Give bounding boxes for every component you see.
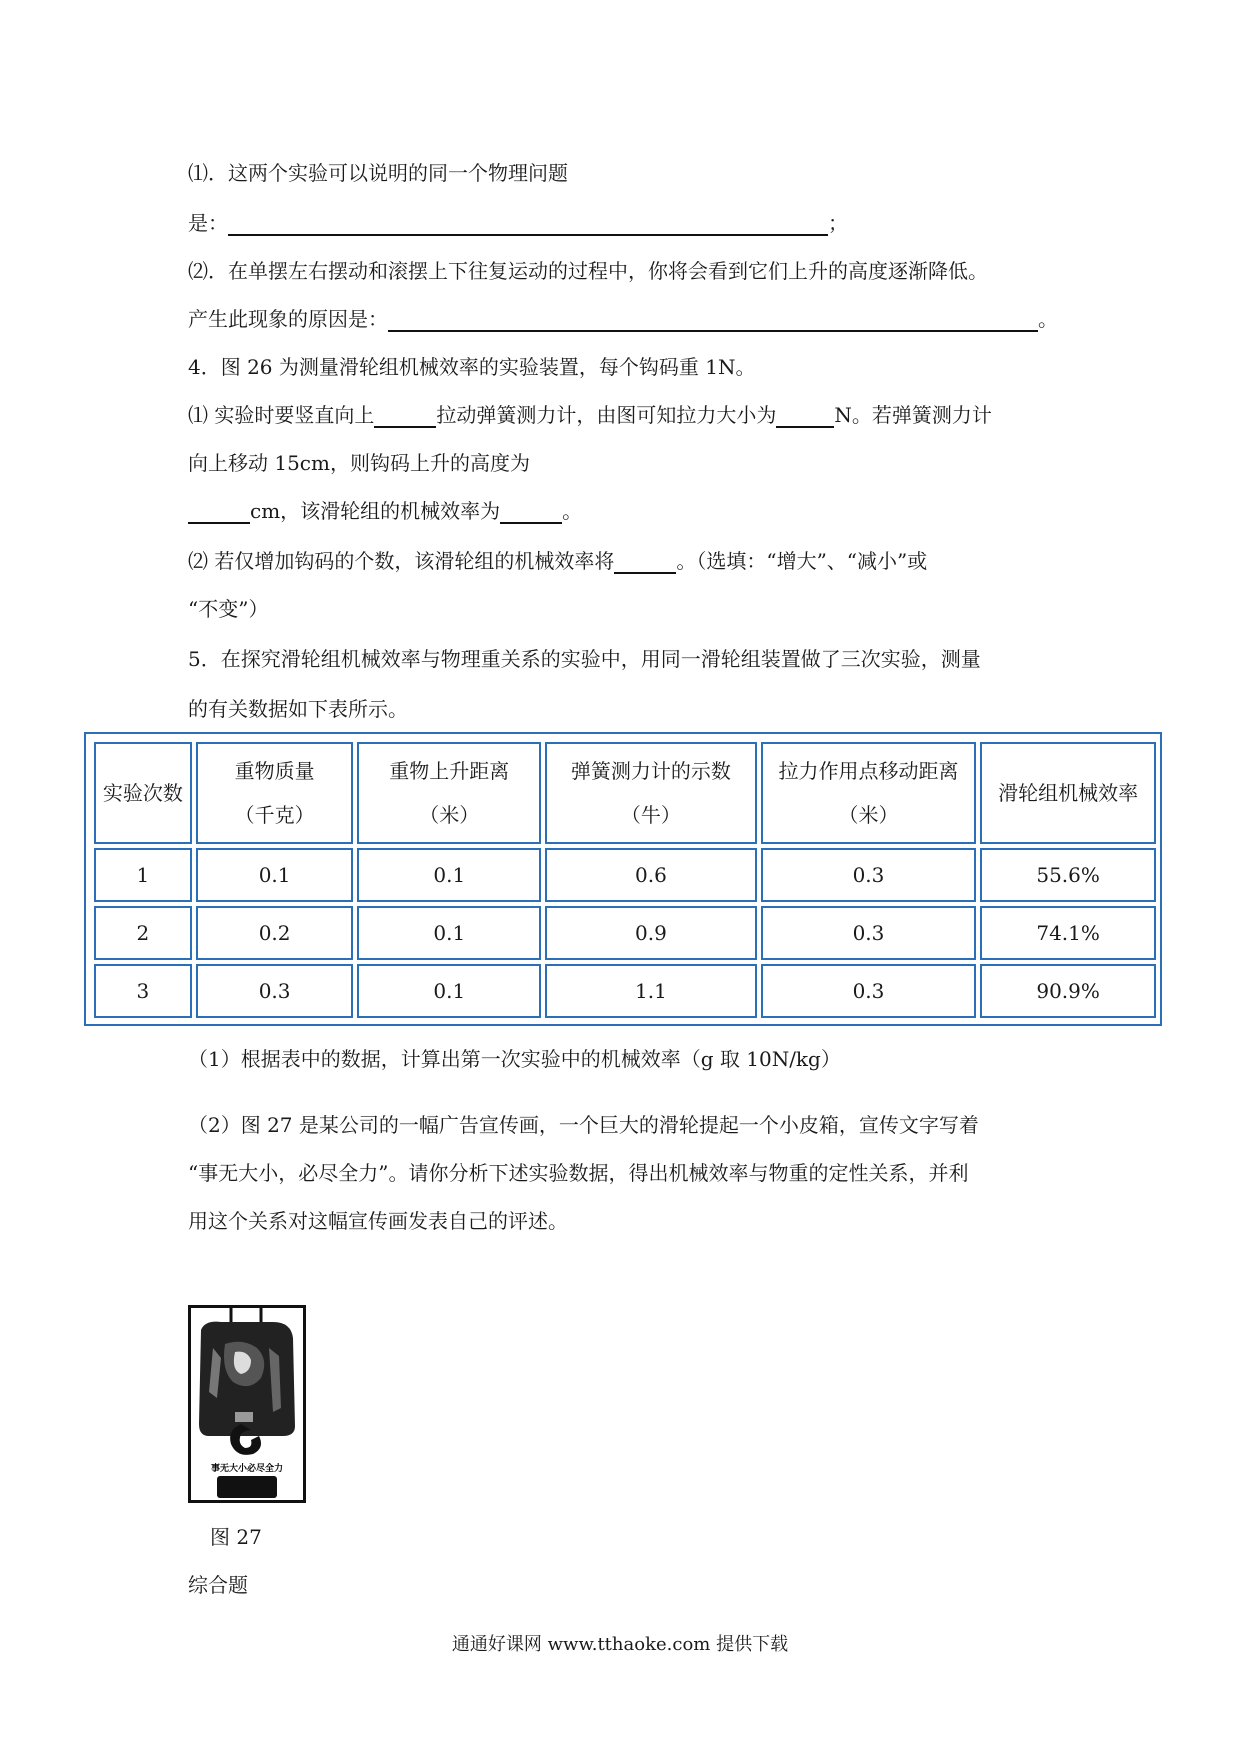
q4-sub2-line2: “不变”） — [188, 597, 269, 621]
section-label: 综合题 — [188, 1573, 248, 1597]
pulley-hook-illustration — [191, 1308, 303, 1500]
q4-title: 4．图 26 为测量滑轮组机械效率的实验装置，每个钩码重 1N。 — [188, 355, 756, 379]
table-header-cell: 拉力作用点移动距离 （米） — [761, 742, 977, 844]
table-cell: 0.1 — [357, 964, 541, 1018]
q3-part1-text: ⑴．这两个实验可以说明的同一个物理问题 — [188, 161, 568, 185]
page-footer: 通通好课网 www.tthaoke.com 提供下载 — [451, 1634, 789, 1655]
table-cell: 0.3 — [761, 906, 977, 960]
table-cell: 0.2 — [196, 906, 354, 960]
q5-title-line1: 5．在探究滑轮组机械效率与物理重关系的实验中，用同一滑轮组装置做了三次实验，测量 — [188, 647, 981, 671]
q4-blank-direction[interactable] — [374, 404, 436, 428]
q3-answer-blank-1[interactable] — [228, 212, 828, 236]
table-cell: 0.1 — [357, 906, 541, 960]
q4-blank-efficiency[interactable] — [500, 500, 562, 524]
q4-blank-change[interactable] — [614, 550, 676, 574]
experiment-table — [90, 738, 1160, 1022]
table-cell: 55.6% — [980, 848, 1156, 902]
q3-part2-answer-line: 产生此现象的原因是： 。 — [188, 307, 1058, 331]
table-header-cell: 实验次数 — [94, 742, 192, 844]
table-row — [94, 848, 1156, 902]
q3-part2-text: ⑵．在单摆左右摆动和滚摆上下往复运动的过程中，你将会看到它们上升的高度逐渐降低。 — [188, 259, 988, 283]
data-table-frame — [84, 732, 1162, 1026]
q4-sub1-line2: 向上移动 15cm，则钩码上升的高度为 — [188, 451, 530, 475]
table-cell: 1.1 — [545, 964, 757, 1018]
q4-sub1-line1: ⑴ 实验时要竖直向上 拉动弹簧测力计，由图可知拉力大小为 N。若弹簧测力计 — [188, 403, 992, 427]
table-header-cell: 弹簧测力计的示数 （牛） — [545, 742, 757, 844]
table-cell: 0.6 — [545, 848, 757, 902]
q5-title-line2: 的有关数据如下表所示。 — [188, 697, 408, 721]
table-header-cell: 重物上升距离 （米） — [357, 742, 541, 844]
q3-part1-answer-line: 是： ； — [188, 211, 848, 235]
table-cell: 3 — [94, 964, 192, 1018]
table-cell: 0.9 — [545, 906, 757, 960]
table-cell: 74.1% — [980, 906, 1156, 960]
figure-27-caption: 图 27 — [210, 1525, 262, 1549]
table-cell: 0.3 — [196, 964, 354, 1018]
table-row — [94, 906, 1156, 960]
ad-slogan: 事无大小必尽全力 — [210, 1464, 284, 1474]
table-header-cell: 重物质量 （千克） — [196, 742, 354, 844]
q4-sub2-line1: ⑵ 若仅增加钩码的个数，该滑轮组的机械效率将 。（选填：“增大”、“减小”或 — [188, 549, 928, 573]
q5-sub2-line2: “事无大小，必尽全力”。请你分析下述实验数据，得出机械效率与物重的定性关系，并利 — [188, 1161, 969, 1185]
table-row — [94, 964, 1156, 1018]
table-header-row — [94, 742, 1156, 844]
q4-blank-force[interactable] — [776, 404, 834, 428]
table-cell: 0.3 — [761, 848, 977, 902]
table-cell: 1 — [94, 848, 192, 902]
q3-answer-blank-2[interactable] — [388, 308, 1038, 332]
table-header-cell: 滑轮组机械效率 — [980, 742, 1156, 844]
table-cell: 0.1 — [357, 848, 541, 902]
q5-sub2-line1: （2）图 27 是某公司的一幅广告宣传画，一个巨大的滑轮提起一个小皮箱，宣传文字写着 — [188, 1113, 979, 1137]
q4-blank-height[interactable] — [188, 500, 250, 524]
q4-sub1-line3: cm，该滑轮组的机械效率为 。 — [188, 498, 582, 524]
q5-sub2-line3: 用这个关系对这幅宣传画发表自己的评述。 — [188, 1209, 568, 1233]
q5-sub1: （1）根据表中的数据，计算出第一次实验中的机械效率（g 取 10N/kg） — [188, 1047, 841, 1071]
table-cell: 2 — [94, 906, 192, 960]
table-cell: 0.3 — [761, 964, 977, 1018]
table-cell: 0.1 — [196, 848, 354, 902]
table-cell: 90.9% — [980, 964, 1156, 1018]
figure-27-image — [188, 1305, 306, 1503]
